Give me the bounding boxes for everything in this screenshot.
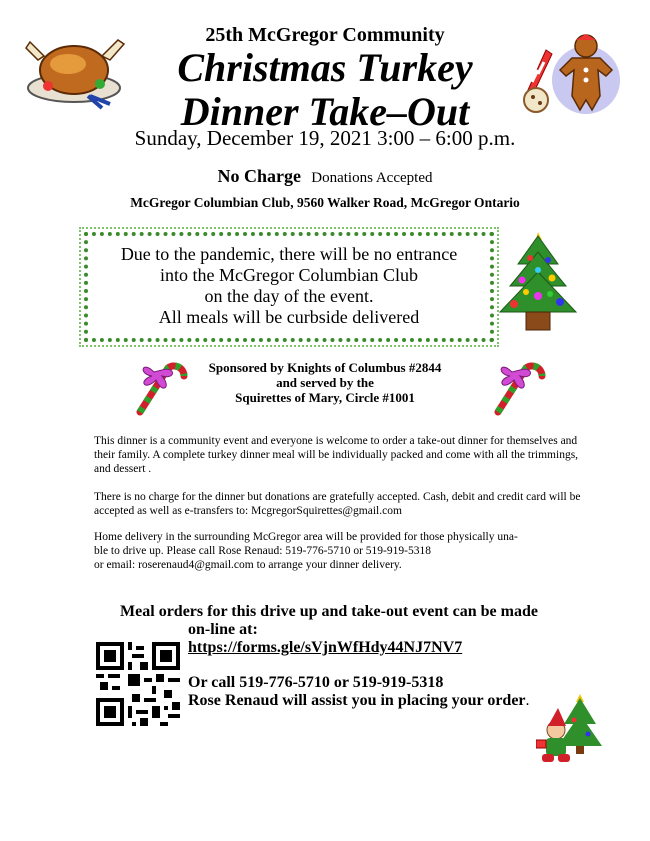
event-date: Sunday, December 19, 2021 3:00 – 6:00 p.m. (134, 126, 516, 150)
roast-turkey-icon (18, 26, 130, 110)
notice-line: into the McGregor Columbian Club (160, 265, 418, 285)
sponsor-line: Sponsored by Knights of Columbus #2844 (208, 360, 442, 375)
order-assist-period: . (525, 692, 530, 709)
notice-line: Due to the pandemic, there will be no entrance (120, 244, 458, 264)
paragraph-line: or email: roserenaud4@gmail.com to arrange your dinner delivery. (94, 559, 402, 571)
qr-code-icon[interactable] (96, 642, 180, 726)
event-subtitle: 25th McGregor Community (205, 24, 445, 46)
order-heading: Meal orders for this drive up and take-out event can be made (120, 603, 538, 620)
donations-label: Donations Accepted (311, 170, 433, 186)
sponsor-line: Squirettes of Mary, Circle #1001 (235, 390, 415, 405)
order-assist (188, 692, 530, 710)
no-charge-label: No Charge (217, 166, 302, 186)
paragraph-donations: There is no charge for the dinner but donations are gratefully accepted. Cash, debit and credit card will be accepted as well as e-transfers to: McgregorSquirettes@gmail.com (94, 491, 581, 517)
order-assist-text: Rose Renaud will assist you in placing your order (188, 692, 526, 709)
paragraph-line: Home delivery in the surrounding McGregor area will be provided for those physically una- (94, 531, 518, 543)
pandemic-notice-box (84, 232, 494, 342)
sponsor-line: and served by the (276, 375, 374, 390)
notice-line: on the day of the event. (204, 286, 374, 306)
charge-line (0, 166, 650, 187)
notice-line: All meals will be curbside delivered (158, 307, 420, 327)
paragraph-community-event: This dinner is a community event and everyone is welcome to order a take-out dinner for themselves and their family. A complete turkey dinner meal will be individually packed and come with all the trimmings, and dessert . (94, 435, 579, 475)
sponsor-block (180, 360, 470, 405)
christmas-tree-icon (496, 230, 580, 336)
order-form-link[interactable]: https://forms.gle/sVjnWfHdy44NJ7NV7 (188, 639, 463, 656)
pandemic-notice-text (88, 244, 490, 328)
event-title-line2: Dinner Take–Out (180, 89, 470, 134)
elf-with-tree-icon (536, 690, 608, 766)
order-phone: Or call 519-776-5710 or 519-919-5318 (188, 674, 444, 691)
paragraph-line: ble to drive up. Please call Rose Renaud: 519-776-5710 or 519-919-5318 (94, 545, 431, 557)
venue-address: McGregor Columbian Club, 9560 Walker Road, McGregor Ontario (130, 195, 520, 210)
order-online-label: on-line at: (188, 621, 258, 638)
paragraph-home-delivery (94, 530, 584, 572)
candy-cane-icon (490, 350, 546, 416)
gingerbread-man-icon (516, 30, 622, 116)
event-title-line1: Christmas Turkey (177, 45, 473, 90)
